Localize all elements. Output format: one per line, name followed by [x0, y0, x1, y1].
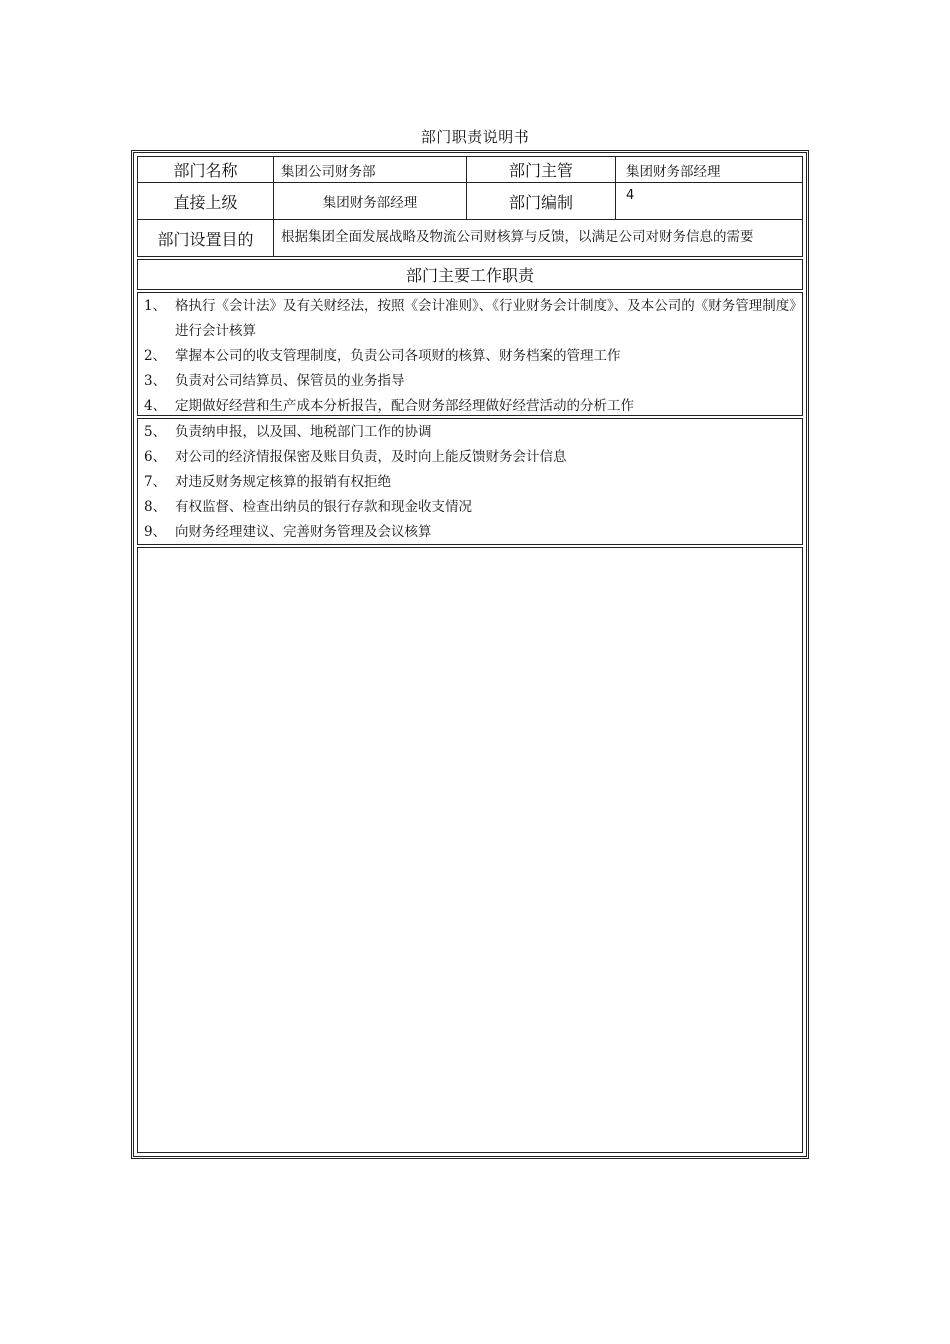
list-item — [138, 520, 802, 545]
blank-area — [137, 547, 803, 1153]
dept-name-value: 集团公司财务部 — [273, 156, 467, 183]
item-text: 有权监督、检查出纳员的银行存款和现金收支情况 — [175, 499, 472, 515]
list-item — [138, 470, 802, 495]
item-number: 8、 — [144, 499, 167, 515]
item-number: 9、 — [144, 524, 167, 540]
item-text: 对违反财务规定核算的报销有权拒绝 — [175, 474, 391, 490]
list-item — [138, 495, 802, 520]
item-text: 对公司的经济情报保密及账目负责，及时向上能反馈财务会计信息 — [175, 449, 567, 465]
item-number: 6、 — [144, 449, 167, 465]
list-item — [138, 294, 802, 344]
responsibility-table — [131, 150, 809, 1159]
duties-list-group-2 — [137, 418, 803, 545]
item-number: 4、 — [144, 398, 167, 414]
document-title: 部门职责说明书 — [420, 128, 530, 146]
duties-heading: 部门主要工作职责 — [137, 259, 803, 290]
item-number: 2、 — [144, 348, 167, 364]
list-item — [138, 369, 802, 394]
dept-name-label: 部门名称 — [137, 156, 274, 183]
dept-head-value: 集团财务部经理 — [615, 156, 803, 183]
duties-list-group-1 — [137, 292, 803, 416]
item-number: 7、 — [144, 474, 167, 490]
item-text: 负责对公司结算员、保管员的业务指导 — [175, 373, 405, 389]
item-number: 5、 — [144, 424, 167, 440]
superior-value: 集团财务部经理 — [273, 182, 467, 220]
dept-head-label: 部门主管 — [466, 156, 616, 183]
list-item — [138, 445, 802, 470]
list-item — [138, 420, 802, 445]
list-item — [138, 394, 802, 419]
list-item — [138, 344, 802, 369]
item-number: 3、 — [144, 373, 167, 389]
item-text: 负责纳申报，以及国、地税部门工作的协调 — [175, 424, 432, 440]
item-number: 1、 — [144, 298, 167, 314]
headcount-label: 部门编制 — [466, 182, 616, 220]
item-text: 向财务经理建议、完善财务管理及会议核算 — [175, 524, 432, 540]
purpose-value: 根据集团全面发展战略及物流公司财核算与反馈，以满足公司对财务信息的需要 — [273, 219, 803, 257]
superior-label: 直接上级 — [137, 182, 274, 220]
headcount-value: 4 — [615, 182, 803, 220]
purpose-label: 部门设置目的 — [137, 219, 274, 257]
item-text: 掌握本公司的收支管理制度，负责公司各项财的核算、财务档案的管理工作 — [175, 348, 621, 364]
item-text: 格执行《会计法》及有关财经法，按照《会计准则》、《行业财务会计制度》、及本公司的《财务管理制度》进行会计核算 — [175, 298, 796, 339]
item-text: 定期做好经营和生产成本分析报告，配合财务部经理做好经营活动的分析工作 — [175, 398, 634, 414]
